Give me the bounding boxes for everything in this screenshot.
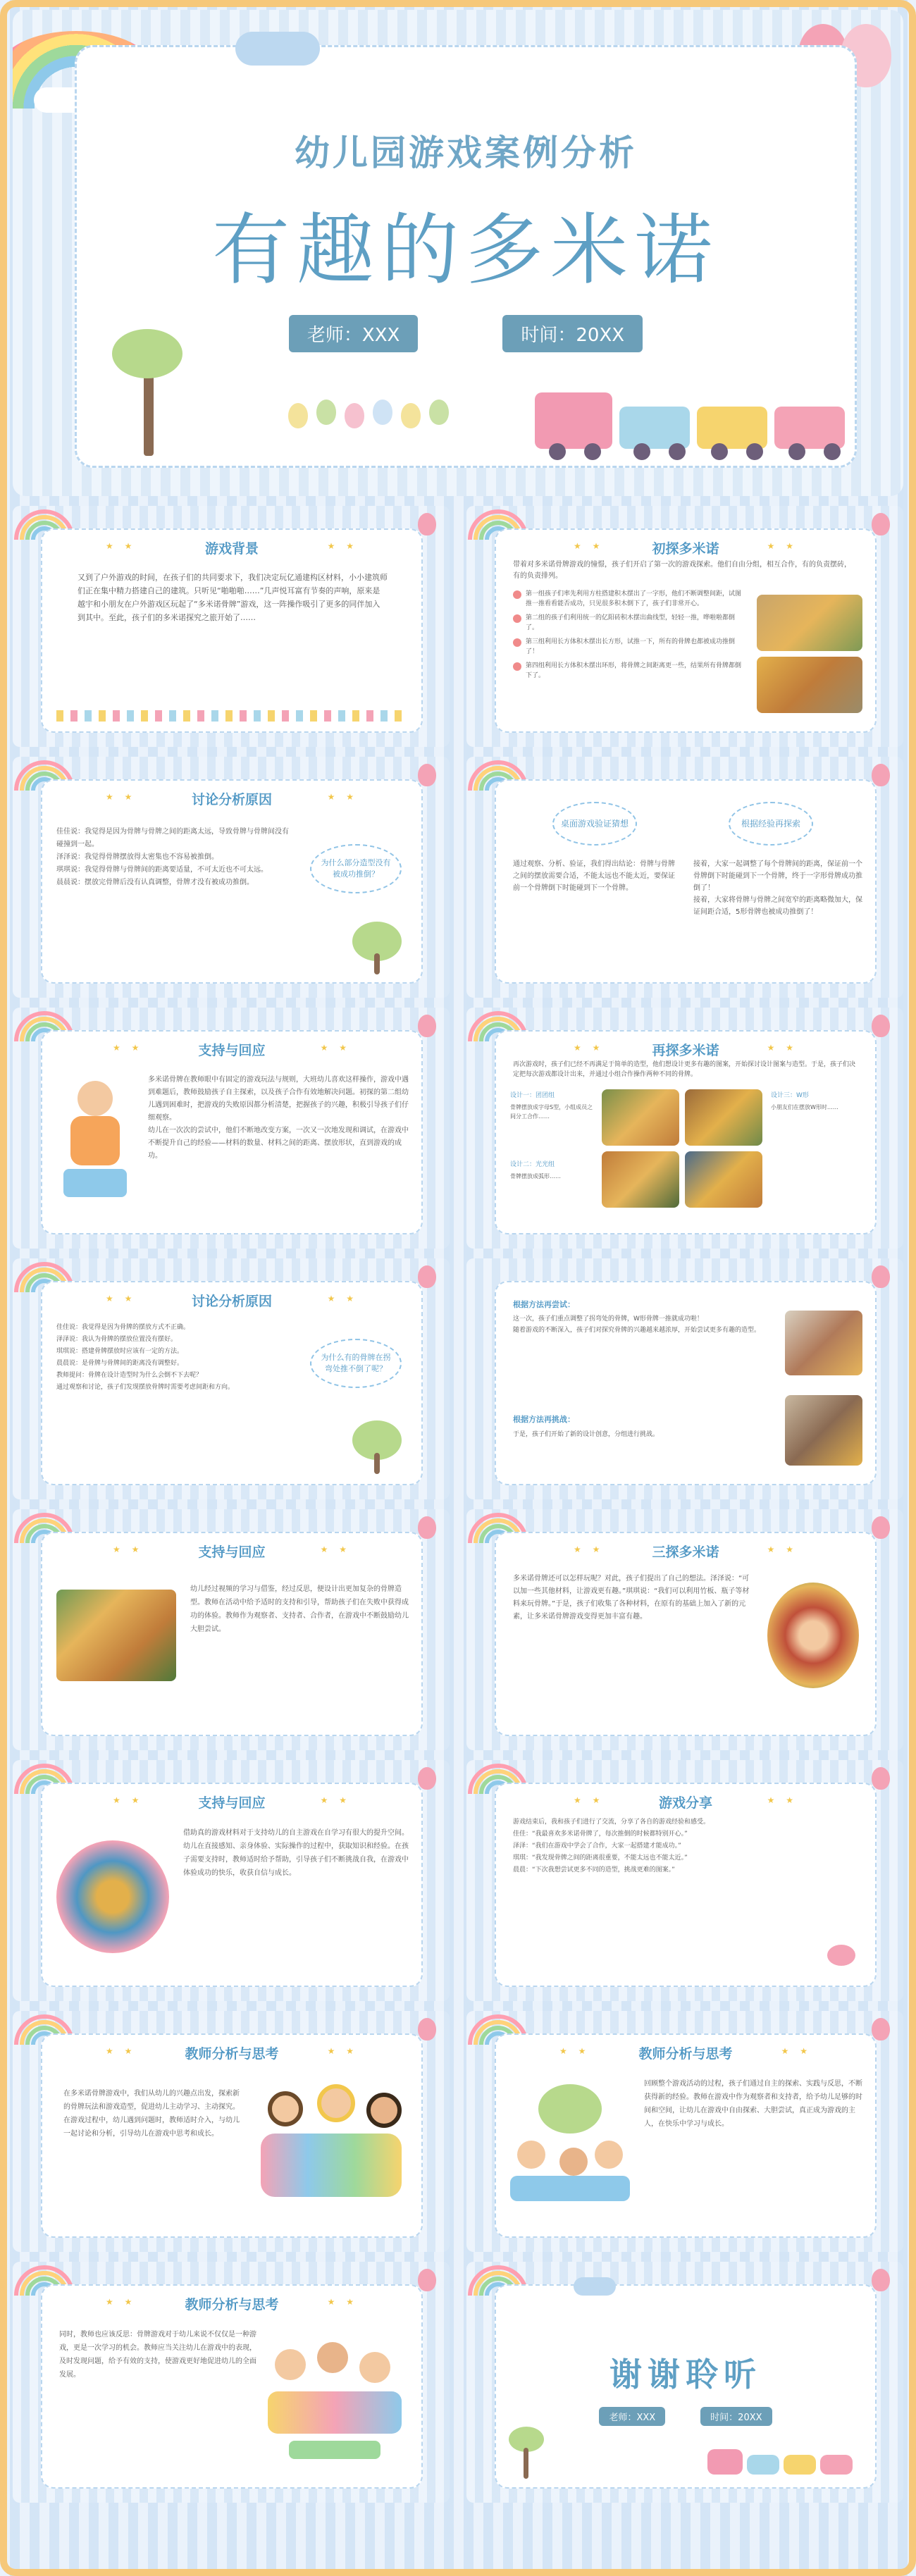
slide-body: 于是，孩子们开始了新的设计创意，分组进行挑战。 bbox=[513, 1431, 660, 1438]
time-pill: 时间：20XX bbox=[502, 315, 643, 352]
train-decoration bbox=[820, 2455, 853, 2475]
design-note bbox=[510, 1089, 595, 1121]
slide-teacher-analysis-3 bbox=[13, 2262, 450, 2503]
list-item bbox=[513, 613, 745, 633]
slide-second-explore bbox=[466, 1008, 903, 1249]
slide-card bbox=[495, 2033, 877, 2238]
balloon-decoration bbox=[401, 403, 421, 428]
slide-card bbox=[495, 1281, 877, 1485]
slide-support-response-2 bbox=[13, 1509, 450, 1750]
star-decoration: ★ ★ bbox=[327, 2297, 358, 2307]
wheel-decoration bbox=[549, 443, 566, 460]
photo-dominoes bbox=[685, 1089, 762, 1146]
bullet-icon bbox=[513, 638, 521, 647]
slide-title: 三探多米诺 bbox=[652, 1544, 719, 1560]
balloon-decoration bbox=[418, 2269, 436, 2291]
star-decoration: ★ ★ bbox=[327, 541, 358, 551]
star-decoration: ★ ★ bbox=[767, 541, 798, 551]
slide-title: 教师分析与思考 bbox=[185, 2046, 279, 2062]
design-label: 设计一：团团组 bbox=[510, 1092, 555, 1099]
slide-card bbox=[41, 779, 423, 984]
slide-body: 佳佳说：我觉得是因为骨牌与骨牌之间的距离太远，导致骨牌与骨牌间没有碰撞到一起。 泽泽说：我觉得骨牌摆放得太密集也不容易被推倒。 琪琪说：我觉得骨牌与骨牌间的距离要适量，不可太近也不可太远。 晨晨说：摆放完骨牌后没有认真调整，骨牌才没有被成功推倒。 bbox=[56, 828, 289, 886]
train-decoration bbox=[707, 2449, 743, 2475]
wheel-decoration bbox=[669, 443, 686, 460]
star-decoration: ★ ★ bbox=[574, 1043, 605, 1053]
slide-retry bbox=[466, 1258, 903, 1499]
train-decoration bbox=[747, 2455, 779, 2475]
wheel-decoration bbox=[746, 443, 763, 460]
tree-decoration bbox=[374, 1453, 380, 1474]
balloon-decoration bbox=[872, 1767, 890, 1790]
slide-title: 支持与回应 bbox=[198, 1043, 266, 1058]
balloon-decoration bbox=[418, 764, 436, 786]
question-bubble: 为什么部分造型没有被成功推倒？ bbox=[310, 844, 402, 893]
train-decoration bbox=[774, 407, 845, 449]
photo-dominoes bbox=[56, 1590, 176, 1681]
slide-title: 初探多米诺 bbox=[652, 541, 719, 557]
star-decoration: ★ ★ bbox=[781, 2046, 812, 2056]
explore-text: 接着，大家一起调整了每个骨牌间的距离，保证前一个骨牌倒下时能碰到下一个骨牌，终于一字形骨牌成功推倒了！ 接着，大家将骨牌与骨牌之间宽窄的距离略微加大，保证间距合适，5形骨牌也被成功推倒了！ bbox=[693, 860, 862, 916]
slide-first-explore bbox=[466, 506, 903, 747]
balloon-decoration bbox=[418, 1015, 436, 1037]
slide-game-sharing bbox=[466, 1760, 903, 2001]
balloon-decoration bbox=[872, 2018, 890, 2041]
photo-dominoes bbox=[757, 657, 862, 713]
balloon-decoration bbox=[872, 1015, 890, 1037]
cover-card bbox=[75, 45, 857, 468]
snail-illustration bbox=[827, 1945, 855, 1966]
slide-title: 游戏背景 bbox=[204, 541, 259, 557]
design-text: 骨牌摆放成弧形…… bbox=[510, 1173, 561, 1179]
slide-card bbox=[41, 1532, 423, 1736]
slide-title: 游戏分享 bbox=[658, 1795, 712, 1811]
slide-body: 借助真的游戏材料对于支持幼儿的自主游戏在自学习有很大的提升空间。幼儿在直接感知、亲身体验、实际操作的过程中，获取知识和经验。在孩子需要支持时，教师适时给予帮助，引导孩子们不断挑战自我，在游戏中体验成功的快乐，收获自信与成长。 bbox=[183, 1829, 409, 1877]
tree-decoration bbox=[524, 2448, 528, 2479]
slide-card bbox=[495, 1030, 877, 1234]
star-decoration: ★ ★ bbox=[106, 2297, 137, 2307]
star-decoration: ★ ★ bbox=[320, 1795, 351, 1805]
teacher-pill: 老师：XXX bbox=[599, 2407, 665, 2426]
slide-verify bbox=[466, 757, 903, 998]
slide-title: 讨论分析原因 bbox=[191, 792, 272, 807]
slide-body: 同时，教师也应该反思：骨牌游戏对于幼儿来说不仅仅是一种游戏，更是一次学习的机会。教师应当关注幼儿在游戏中的表现，及时发现问题，给予有效的支持，使游戏更好地促进幼儿的全面发展。 bbox=[59, 2331, 256, 2379]
cloud-decoration bbox=[235, 32, 320, 66]
star-decoration: ★ ★ bbox=[559, 2046, 590, 2056]
slide-thanks bbox=[466, 2262, 903, 2503]
photo-children bbox=[785, 1395, 862, 1466]
list-item bbox=[513, 661, 745, 681]
list-item bbox=[513, 589, 745, 609]
cover-slide bbox=[13, 10, 903, 496]
thanks-title: 谢谢聆听 bbox=[609, 2355, 762, 2394]
star-decoration: ★ ★ bbox=[320, 1544, 351, 1554]
star-decoration: ★ ★ bbox=[767, 1795, 798, 1805]
balloon-decoration bbox=[418, 2018, 436, 2041]
star-decoration: ★ ★ bbox=[106, 1294, 137, 1304]
thanks-info bbox=[496, 2407, 875, 2426]
slide-title: 再探多米诺 bbox=[652, 1043, 719, 1058]
design-label: 设计三：W形 bbox=[771, 1092, 809, 1099]
children-illustration bbox=[56, 1081, 134, 1201]
time-pill: 时间：20XX bbox=[700, 2407, 772, 2426]
slide-support-response-3 bbox=[13, 1760, 450, 2001]
balloon-decoration bbox=[345, 403, 364, 428]
train-decoration bbox=[619, 407, 690, 449]
teacher-pill: 老师：XXX bbox=[289, 315, 418, 352]
slide-body: 幼儿经过视频的学习与借鉴，经过反思，便设计出更加复杂的骨牌造型。教师在活动中给予适时的支持和引导，帮助孩子们在失败中获得成功的体验。教师作为观察者、支持者、合作者，在游戏中不断鼓励幼儿大胆尝试。 bbox=[190, 1585, 409, 1633]
slide-card bbox=[495, 2284, 877, 2489]
star-decoration: ★ ★ bbox=[106, 541, 137, 551]
train-decoration bbox=[697, 407, 767, 449]
star-decoration: ★ ★ bbox=[327, 792, 358, 802]
list-item bbox=[513, 637, 745, 657]
star-decoration: ★ ★ bbox=[327, 1294, 358, 1304]
slide-body: 游戏结束后，我和孩子们进行了交流，分享了各自的游戏经验和感受。 佳佳：“我最喜欢多米诺骨牌了，每次推倒的时候都特别开心。” 泽泽：“我们在游戏中学会了合作，大家一起搭建才能成功。” 琪琪：“我发现骨牌之间的距离很重要，不能太远也不能太近。” 晨晨：“下次我想尝试更多不同的造型，挑战更难的图案。” bbox=[513, 1819, 710, 1874]
tree-decoration bbox=[374, 953, 380, 974]
balloon-decoration bbox=[288, 403, 308, 428]
photo-dominoes bbox=[685, 1151, 762, 1208]
flower-border bbox=[56, 710, 409, 722]
balloon-decoration bbox=[872, 764, 890, 786]
slide-card bbox=[41, 2284, 423, 2489]
star-decoration: ★ ★ bbox=[767, 1043, 798, 1053]
design-text: 骨牌摆放成字母S型，小组成员之间分工合作…… bbox=[510, 1104, 593, 1120]
photo-children bbox=[56, 1840, 169, 1953]
bullet-text: 第三组利用长方体积木摆出长方形，试推一下，所有的骨牌也都被成功推倒了！ bbox=[526, 638, 736, 655]
bullet-text: 第一组孩子们率先利用方柱搭建积木摆出了一字形，他们不断调整间距，试图推一推看看能否成功，只见很多积木倒下了，孩子们非常开心。 bbox=[526, 590, 742, 607]
bullet-icon bbox=[513, 614, 521, 623]
cover-info bbox=[77, 315, 855, 352]
slide-third-explore bbox=[466, 1509, 903, 1750]
design-label: 设计二：光光组 bbox=[510, 1161, 555, 1168]
children-illustration bbox=[254, 2084, 409, 2204]
balloon-decoration bbox=[872, 1265, 890, 1288]
slide-body: 多米诺骨牌还可以怎样玩呢？对此，孩子们提出了自己的想法。泽泽说：“可以加一些其他材料，让游戏更有趣。”琪琪说：“我们可以利用竹板、瓶子等材料来玩骨牌。”于是，孩子们收集了各种材料，在原有的基础上加入了新的元素，让多米诺骨牌游戏变得更加丰富有趣。 bbox=[513, 1575, 750, 1621]
design-note bbox=[510, 1158, 595, 1181]
slide-card bbox=[41, 1030, 423, 1234]
slide-discuss-reasons-2 bbox=[13, 1258, 450, 1499]
bubble-explore: 根据经验再探索 bbox=[729, 802, 813, 846]
slide-card bbox=[41, 528, 423, 733]
wheel-decoration bbox=[711, 443, 728, 460]
slide-card bbox=[41, 1783, 423, 1987]
bubble-verify: 桌面游戏验证猜想 bbox=[552, 802, 637, 846]
question-bubble: 为什么有的骨牌在拐弯处推不倒了呢？ bbox=[310, 1339, 402, 1388]
slide-card bbox=[495, 779, 877, 984]
wheel-decoration bbox=[788, 443, 805, 460]
bullet-icon bbox=[513, 590, 521, 599]
star-decoration: ★ ★ bbox=[113, 1043, 144, 1053]
slide-title: 讨论分析原因 bbox=[191, 1294, 272, 1309]
slide-card bbox=[41, 1281, 423, 1485]
slide-body: 回顾整个游戏活动的过程，孩子们通过自主的探索、实践与反思，不断获得新的经验。教师在游戏中作为观察者和支持者，给予幼儿足够的时间和空间，让幼儿在游戏中自由探索、大胆尝试，真正成为游戏的主人，在快乐中学习与成长。 bbox=[644, 2080, 862, 2128]
section-heading: 根据方法再尝试： bbox=[513, 1300, 575, 1309]
slide-intro: 再次游戏时，孩子们已经不再满足于简单的造型，他们想设计更多有趣的图案，开始探讨设计图案与造型。于是，孩子们决定把每次游戏都设计出来，并通过小组合作操作两种不同的骨牌。 bbox=[513, 1061, 856, 1078]
balloon-decoration bbox=[418, 1265, 436, 1288]
design-text: 小朋友们在摆放W形时…… bbox=[771, 1104, 838, 1110]
photo-children bbox=[785, 1311, 862, 1375]
star-decoration: ★ ★ bbox=[327, 2046, 358, 2056]
slide-title: 支持与回应 bbox=[198, 1795, 266, 1811]
balloon-decoration bbox=[418, 1767, 436, 1790]
slide-body: 又到了户外游戏的时间，在孩子们的共同要求下，我们决定玩亿通建构区材料，小小建筑师们正在集中精力搭建自己的建筑。只听见“啪啪啪……”几声悦耳富有节奏的声响，原来是越宇和小朋友在户外游戏区玩起了“多米诺骨牌”游戏，这一阵操作吸引了更多的同伴加入到其中。至此，孩子们的多米诺探究之旅开始了…… bbox=[78, 573, 388, 622]
star-decoration: ★ ★ bbox=[574, 1795, 605, 1805]
tree-decoration bbox=[112, 329, 182, 378]
slide-support-response-1 bbox=[13, 1008, 450, 1249]
star-decoration: ★ ★ bbox=[113, 1795, 144, 1805]
bullet-text: 第二组的孩子们利用统一的亿阳砖积木摆出曲线型，轻轻一推，哗啦啦都倒了。 bbox=[526, 614, 736, 631]
bullet-text: 第四组利用长方体积木摆出环形，将骨牌之间距离更一些，结果所有骨牌都倒下了。 bbox=[526, 662, 742, 679]
balloon-decoration bbox=[872, 2269, 890, 2291]
star-decoration: ★ ★ bbox=[574, 1544, 605, 1554]
star-decoration: ★ ★ bbox=[320, 1043, 351, 1053]
slide-title: 支持与回应 bbox=[198, 1544, 266, 1560]
slide-title: 教师分析与思考 bbox=[638, 2046, 733, 2062]
wheel-decoration bbox=[824, 443, 841, 460]
star-decoration: ★ ★ bbox=[113, 1544, 144, 1554]
balloon-decoration bbox=[316, 400, 336, 425]
slide-body: 多米诺骨牌在教师眼中有固定的游戏玩法与规则，大班幼儿喜欢这样操作，游戏中遇到难题后，教师鼓励孩子自主探索，以及孩子合作有效地解决问题。初探的第二组幼儿遇到困难时，把游戏的失败原因都分析清楚，把握孩子的兴趣，积极引导孩子们仔细观察。 幼儿在一次次的尝试中，他们不断地改变方案，一次又一次地发现和调试，在游戏中不断提升自己的经验——材料的数量、材料之间的距离、摆放形状，直到游戏的成功。 bbox=[148, 1076, 409, 1160]
train-decoration bbox=[784, 2455, 816, 2475]
slide-card bbox=[495, 528, 877, 733]
photo-dominoes bbox=[757, 595, 862, 651]
cover-title: 有趣的多米诺 bbox=[212, 205, 719, 295]
slide-teacher-analysis-1 bbox=[13, 2011, 450, 2252]
slide-card bbox=[41, 2033, 423, 2238]
star-decoration: ★ ★ bbox=[767, 1544, 798, 1554]
children-illustration bbox=[510, 2084, 630, 2204]
photo-dominoes bbox=[602, 1089, 679, 1146]
star-decoration: ★ ★ bbox=[106, 792, 137, 802]
balloon-decoration bbox=[872, 1516, 890, 1539]
balloon-decoration bbox=[418, 1516, 436, 1539]
children-illustration bbox=[268, 2342, 409, 2462]
slide-teacher-analysis-2 bbox=[466, 2011, 903, 2252]
bullet-icon bbox=[513, 662, 521, 671]
wheel-decoration bbox=[633, 443, 650, 460]
slide-title: 教师分析与思考 bbox=[185, 2297, 279, 2312]
photo-children bbox=[767, 1583, 859, 1688]
star-decoration: ★ ★ bbox=[574, 541, 605, 551]
balloon-decoration bbox=[872, 513, 890, 535]
slide-body: 在多米诺骨牌游戏中，我们从幼儿的兴趣点出发，探索新的骨牌玩法和游戏造型，促进幼儿主动学习、主动探究。在游戏过程中，幼儿遇到问题时，教师适时介入，与幼儿一起讨论和分析，引导幼儿在游戏中思考和成长。 bbox=[63, 2090, 240, 2138]
star-decoration: ★ ★ bbox=[106, 2046, 137, 2056]
balloon-decoration bbox=[418, 513, 436, 535]
section-heading: 根据方法再挑战： bbox=[513, 1415, 575, 1424]
slide-body: 佳佳说：我觉得是因为骨牌的摆放方式不正确。 泽泽说：我认为骨牌的摆放位置没有摆好。 琪琪说：搭建骨牌摆放时应该有一定的方法。 晨晨说：是骨牌与骨牌间的距离没有调整好。 教师提问：骨牌在设计造型时为什么会倒不下去呢？ 通过观察和讨论，孩子们发现摆放骨牌时需要考虑间距和方向。 bbox=[56, 1324, 235, 1391]
photo-dominoes bbox=[602, 1151, 679, 1208]
verify-text: 通过观察、分析、验证，我们得出结论：骨牌与骨牌之间的摆放需要合适，不能太远也不能太近，要保证前一个骨牌倒下时能碰到下一个骨牌。 bbox=[513, 860, 675, 892]
cover-subtitle: 幼儿园游戏案例分析 bbox=[295, 132, 637, 173]
slide-game-background bbox=[13, 506, 450, 747]
train-decoration bbox=[535, 392, 612, 449]
design-note bbox=[771, 1089, 862, 1112]
cloud-decoration bbox=[574, 2277, 616, 2296]
slide-card bbox=[495, 1532, 877, 1736]
slide-intro: 带着对多米诺骨牌游戏的憧憬，孩子们开启了第一次的游戏探索。他们自由分组，相互合作，有的负责摆砖，有的负责排列。 bbox=[513, 561, 851, 580]
wheel-decoration bbox=[584, 443, 601, 460]
slide-body: 这一次，孩子们重点调整了拐弯处的骨牌，W形骨牌一推就成功啦！ 随着游戏的不断深入，孩子们对探究骨牌的兴趣越来越浓厚，开始尝试更多有趣的造型。 bbox=[513, 1315, 761, 1334]
bullet-list bbox=[513, 589, 745, 681]
slide-card bbox=[495, 1783, 877, 1987]
balloon-decoration bbox=[429, 400, 449, 425]
slide-discuss-reasons bbox=[13, 757, 450, 998]
balloon-decoration bbox=[373, 400, 392, 425]
